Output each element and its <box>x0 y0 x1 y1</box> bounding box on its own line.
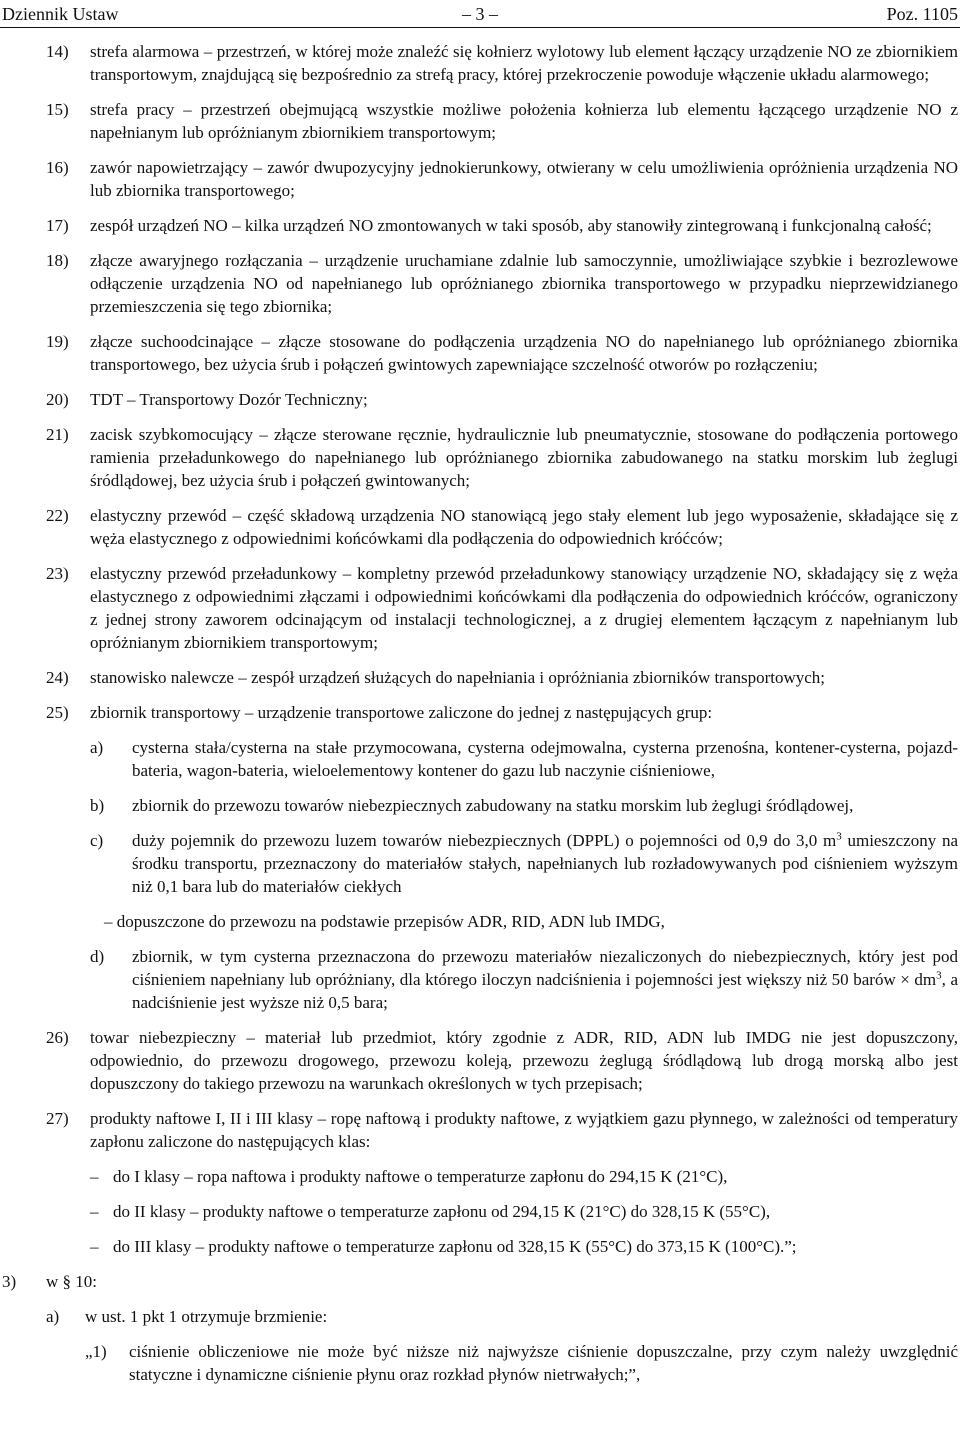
item-text: elastyczny przewód przeładunkowy – kompletny przewód przeładunkowy stanowiący urządzenie NO, składający się z węża elastycznego z odpowiednimi złączami i odpowiednimi końcówkami dla podłączenia do odpowiednich króćców, ograniczony z jednej strony zaworem odcinającym od instalacji technologicznej, a z drugiej elementem łączącym z napełnianym lub opróżnianym zbiornikiem transportowym; <box>90 564 958 652</box>
item-number: 25) <box>46 703 69 722</box>
definition-item <box>0 156 960 202</box>
point-number: 3) <box>2 1272 17 1291</box>
item-text: złącze awaryjnego rozłączania – urządzenie uruchamiane zdalnie lub samoczynnie, umożliwiające szybkie i bezrozlewowe odłączenie urządzenia NO od napełnianego lub opróżnianego zbiornika transportowego w przypadku nieprzewidzianego przemieszczenia się tego zbiornika; <box>90 251 958 316</box>
definition-item <box>0 98 960 144</box>
item-number: 16) <box>46 158 69 177</box>
point-text: w § 10: <box>46 1272 97 1291</box>
item-number: 23) <box>46 564 69 583</box>
subitem-text-pre: zbiornik, w tym cysterna przeznaczona do przewozu materiałów niezaliczonych do niebezpiecznych, który jest pod ciśnieniem napełniany lub opróżniany, dla którego iloczyn nadciśnienia i pojemności jest większy niż 50 barów × dm <box>132 947 958 989</box>
subitem-letter: d) <box>90 947 105 966</box>
subitem-text-pre: duży pojemnik do przewozu luzem towarów niebezpiecznych (DPPL) o pojemności od 0,9 do 3,0 m <box>132 831 837 850</box>
quoted-text: ciśnienie obliczeniowe nie może być niższe niż najwyższe ciśnienie dopuszczalne, przy czym należy uwzględnić statyczne i dynamiczne ciśnienie płynu oraz rozkład płynów nietrwałych;”, <box>129 1342 958 1384</box>
item-number: 17) <box>46 216 69 235</box>
definition-item <box>0 249 960 318</box>
item-number: 18) <box>46 251 69 270</box>
item-text: produkty naftowe I, II i III klasy – ropę naftową i produkty naftowe, z wyjątkiem gazu płynnego, w zależności od temperatury zapłonu zaliczone do następujących klas: <box>90 1109 958 1151</box>
subitem-text: zbiornik do przewozu towarów niebezpiecznych zabudowany na statku morskim lub żeglugi śródlądowej, <box>132 796 854 815</box>
subitem <box>0 945 960 1014</box>
amendment-point <box>0 1270 960 1293</box>
definition-item <box>0 701 960 724</box>
item-number: 24) <box>46 668 69 687</box>
dash-clause <box>0 910 960 933</box>
dash-item <box>0 1200 960 1223</box>
subpoint-letter: a) <box>46 1307 60 1326</box>
page-number: – 3 – <box>462 4 498 24</box>
item-number: 14) <box>46 42 69 61</box>
header-rule <box>0 27 960 28</box>
dash-item <box>0 1235 960 1258</box>
dash-text: do III klasy – produkty naftowe o temperaturze zapłonu od 328,15 K (55°C) do 373,15 K (100°C).”; <box>113 1237 797 1256</box>
dash-clause-text: – dopuszczone do przewozu na podstawie przepisów ADR, RID, ADN lub IMDG, <box>104 912 665 931</box>
dash-item <box>0 1165 960 1188</box>
item-text: złącze suchoodcinające – złącze stosowane do podłączenia urządzenia NO do napełnianego lub opróżnianego zbiornika transportowego, bez użycia śrub i połączeń gwintowych zapewniające szczelność otworów po rozłączeniu; <box>90 332 958 374</box>
quoted-provision <box>0 1340 960 1386</box>
position-number: Poz. 1105 <box>886 4 958 24</box>
subitem <box>0 829 960 898</box>
item-text: stanowisko nalewcze – zespół urządzeń służących do napełniania i opróżniania zbiorników transportowych; <box>90 668 825 687</box>
subitem <box>0 794 960 817</box>
item-text: zacisk szybkomocujący – złącze sterowane ręcznie, hydraulicznie lub pneumatycznie, stosowane do podłączenia portowego ramienia przeładunkowego do napełnianego lub opróżnianego zbiornika zabudowanego na statku morskim lub żeglugi śródlądowej, bez użycia śrub i połączeń gwintowanych; <box>90 425 958 490</box>
superscript: 3 <box>836 830 842 843</box>
item-text: strefa alarmowa – przestrzeń, w której może znaleźć się kołnierz wylotowy lub element łączący urządzenie NO ze zbiornikiem transportowym, znajdującą się bezpośrednio za strefą pracy, której przekroczenie powoduje włączenie układu alarmowego; <box>90 42 958 84</box>
item-number: 22) <box>46 506 69 525</box>
superscript: 3 <box>936 969 942 982</box>
item-text: strefa pracy – przestrzeń obejmującą wszystkie możliwe położenia kołnierza lub elementu łączącego urządzenie NO z napełnianym lub opróżnianym zbiornikiem transportowym; <box>90 100 958 142</box>
subpoint-text: w ust. 1 pkt 1 otrzymuje brzmienie: <box>85 1307 328 1326</box>
item-number: 21) <box>46 425 69 444</box>
definition-item <box>0 330 960 376</box>
item-number: 19) <box>46 332 69 351</box>
dash-text: do II klasy – produkty naftowe o temperaturze zapłonu od 294,15 K (21°C) do 328,15 K (55°C), <box>113 1202 771 1221</box>
item-text: zawór napowietrzający – zawór dwupozycyjny jednokierunkowy, otwierany w celu umożliwienia opróżnienia urządzenia NO lub zbiornika transportowego; <box>90 158 958 200</box>
definition-item <box>0 562 960 654</box>
amendment-subpoint <box>0 1305 960 1328</box>
subitem-letter: c) <box>90 831 104 850</box>
subitem-text-post: umieszczony na środku transportu, przeznaczony do materiałów stałych, napełnianych lub rozładowywanych pod ciśnieniem wyższym niż 0,1 bara lub do materiałów ciekłych <box>132 831 958 896</box>
item-number: 20) <box>46 390 69 409</box>
subitem-text: cysterna stała/cysterna na stałe przymocowana, cysterna odejmowalna, cysterna przenośna, kontener-cysterna, pojazd-bateria, wagon-bateria, wieloelementowy kontener do gazu lub naczynie ciśnieniowe, <box>132 738 958 780</box>
item-number: 15) <box>46 100 69 119</box>
definition-item <box>0 40 960 86</box>
quoted-number: „1) <box>85 1342 107 1361</box>
dash-text: do I klasy – ropa naftowa i produkty naftowe o temperaturze zapłonu do 294,15 K (21°C), <box>113 1167 728 1186</box>
definition-item <box>0 388 960 411</box>
item-number: 26) <box>46 1028 69 1047</box>
item-number: 27) <box>46 1109 69 1128</box>
definition-item <box>0 1026 960 1095</box>
definition-item <box>0 423 960 492</box>
page-header <box>0 0 960 28</box>
item-text: zespół urządzeń NO – kilka urządzeń NO zmontowanych w taki sposób, aby stanowiły zintegrowaną i funkcjonalną całość; <box>90 216 932 235</box>
definition-item <box>0 214 960 237</box>
subitem-letter: b) <box>90 796 105 815</box>
definition-item <box>0 666 960 689</box>
item-text: elastyczny przewód – część składową urządzenia NO stanowiącą jego stały element lub jego wyposażenie, składające się z węża elastycznego z odpowiednimi końcówkami dla podłączenia do odpowiednich króćców; <box>90 506 958 548</box>
document-body <box>0 40 960 1398</box>
subitem-text-post: , a nadciśnienie jest wyższe niż 0,5 bara; <box>132 970 959 1012</box>
dash-marker: – <box>90 1202 99 1221</box>
definition-item <box>0 1107 960 1153</box>
dash-marker: – <box>90 1237 99 1256</box>
item-text: towar niebezpieczny – materiał lub przedmiot, który zgodnie z ADR, RID, ADN lub IMDG nie jest dopuszczony, odpowiednio, do przewozu drogowego, przewozu koleją, przewozu żeglugą śródlądową lub drogą morską albo jest dopuszczony do takiego przewozu na warunkach określonych w tych przepisach; <box>90 1028 958 1093</box>
subitem-text <box>132 945 958 1014</box>
subitem-text <box>132 829 958 898</box>
item-text: TDT – Transportowy Dozór Techniczny; <box>90 390 368 409</box>
definition-item <box>0 504 960 550</box>
item-text: zbiornik transportowy – urządzenie transportowe zaliczone do jednej z następujących grup: <box>90 703 713 722</box>
subitem-letter: a) <box>90 738 104 757</box>
subitem <box>0 736 960 782</box>
dash-marker: – <box>90 1167 99 1186</box>
journal-title: Dziennik Ustaw <box>2 4 119 24</box>
